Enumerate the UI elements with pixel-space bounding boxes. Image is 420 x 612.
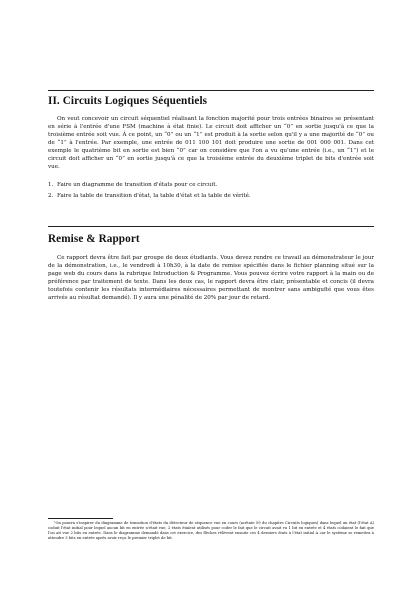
task-number: 2. bbox=[48, 193, 54, 199]
section-title-submission: Remise & Rapport bbox=[48, 233, 140, 245]
section-title-sequential-circuits: II. Circuits Logiques Séquentiels bbox=[48, 95, 208, 107]
task-text: Faire la table de transition d'état, la table d'état et la table de vérité. bbox=[57, 193, 251, 199]
section-divider-top bbox=[48, 90, 374, 91]
task-item bbox=[48, 181, 374, 189]
task-number: 1. bbox=[48, 182, 54, 188]
task-list bbox=[48, 181, 374, 203]
task-text: Faire un diagramme de transition d'états pour ce circuit. bbox=[57, 182, 218, 188]
submission-paragraph: Ce rapport devra être fait par groupe de deux étudiants. Vous devez rendre ce travail au démonstrateur le jour de la démonstration, i.e., le vendredi à 10h30, à la date de remise spécifiée dans le fichier planning situé sur la page web du cours dans la rubrique Introduction & Programme. Vous pouvez écrire votre rapport à la main ou de préférence par traitement de texte. Dans les deux cas, le rapport devra être clair, présentable et concis (il devra toutefois contenir les résultats intermédiaires nécessaires permettant de montrer sans ambiguïté que vous êtes arrivés au résultat demandé). Il y aura une pénalité de 20% par jour de retard. bbox=[48, 255, 374, 301]
task-item bbox=[48, 192, 374, 200]
section-sequential-paragraph: On veut concevoir un circuit séquentiel réalisant la fonction majorité pour trois entrées binaires se présentant en série à l'entrée d'une FSM (machine à état finie). Le circuit doit afficher un “0” en sortie jusqu'à ce que la troisième entrée soit vue. À ce point, un “0” ou un “1” est produit à la sortie selon qu'il y a une majorité de “0” ou de “1” à l'entrée. Par exemple, une entrée de 011 100 101 doit produire une sortie de 001 000 001. Dans cet exemple le quatrième bit en sortie est bien “0” car on considère que l'on a vu qu'une entrée (i.e., un “1”) et le circuit doit afficher un “0” en sortie jusqu'à ce que la troisième entrée du deuxième triplet de bits d'entrée soit vue. bbox=[48, 116, 374, 170]
section-divider-middle bbox=[48, 226, 374, 227]
footnote-rule bbox=[48, 518, 113, 519]
footnote-text: ¹On pourra s'inspirer du diagramme de transition d'états du détecteur de séquence vue en cours (acétate 59 du chapitre Circuits logiques) dans lequel un état (l'état A) coduit l'état initial pour lequel aucun bit en entrée n'était vue, 2 états étaient utilisés pour coder le fait que le circuit avait vu 1 bit en entrée et 4 états codaient le fait que l'on ait vue 2 bits en entrée. Dans le diagramme demandé dans cet exercice, des flèches rélèvent ensuite ces 4 derniers états à l'état initial A car le système se remettra à attendre 3 bits en entrée après avoir reçu le premier triplet de bit. bbox=[48, 521, 374, 540]
